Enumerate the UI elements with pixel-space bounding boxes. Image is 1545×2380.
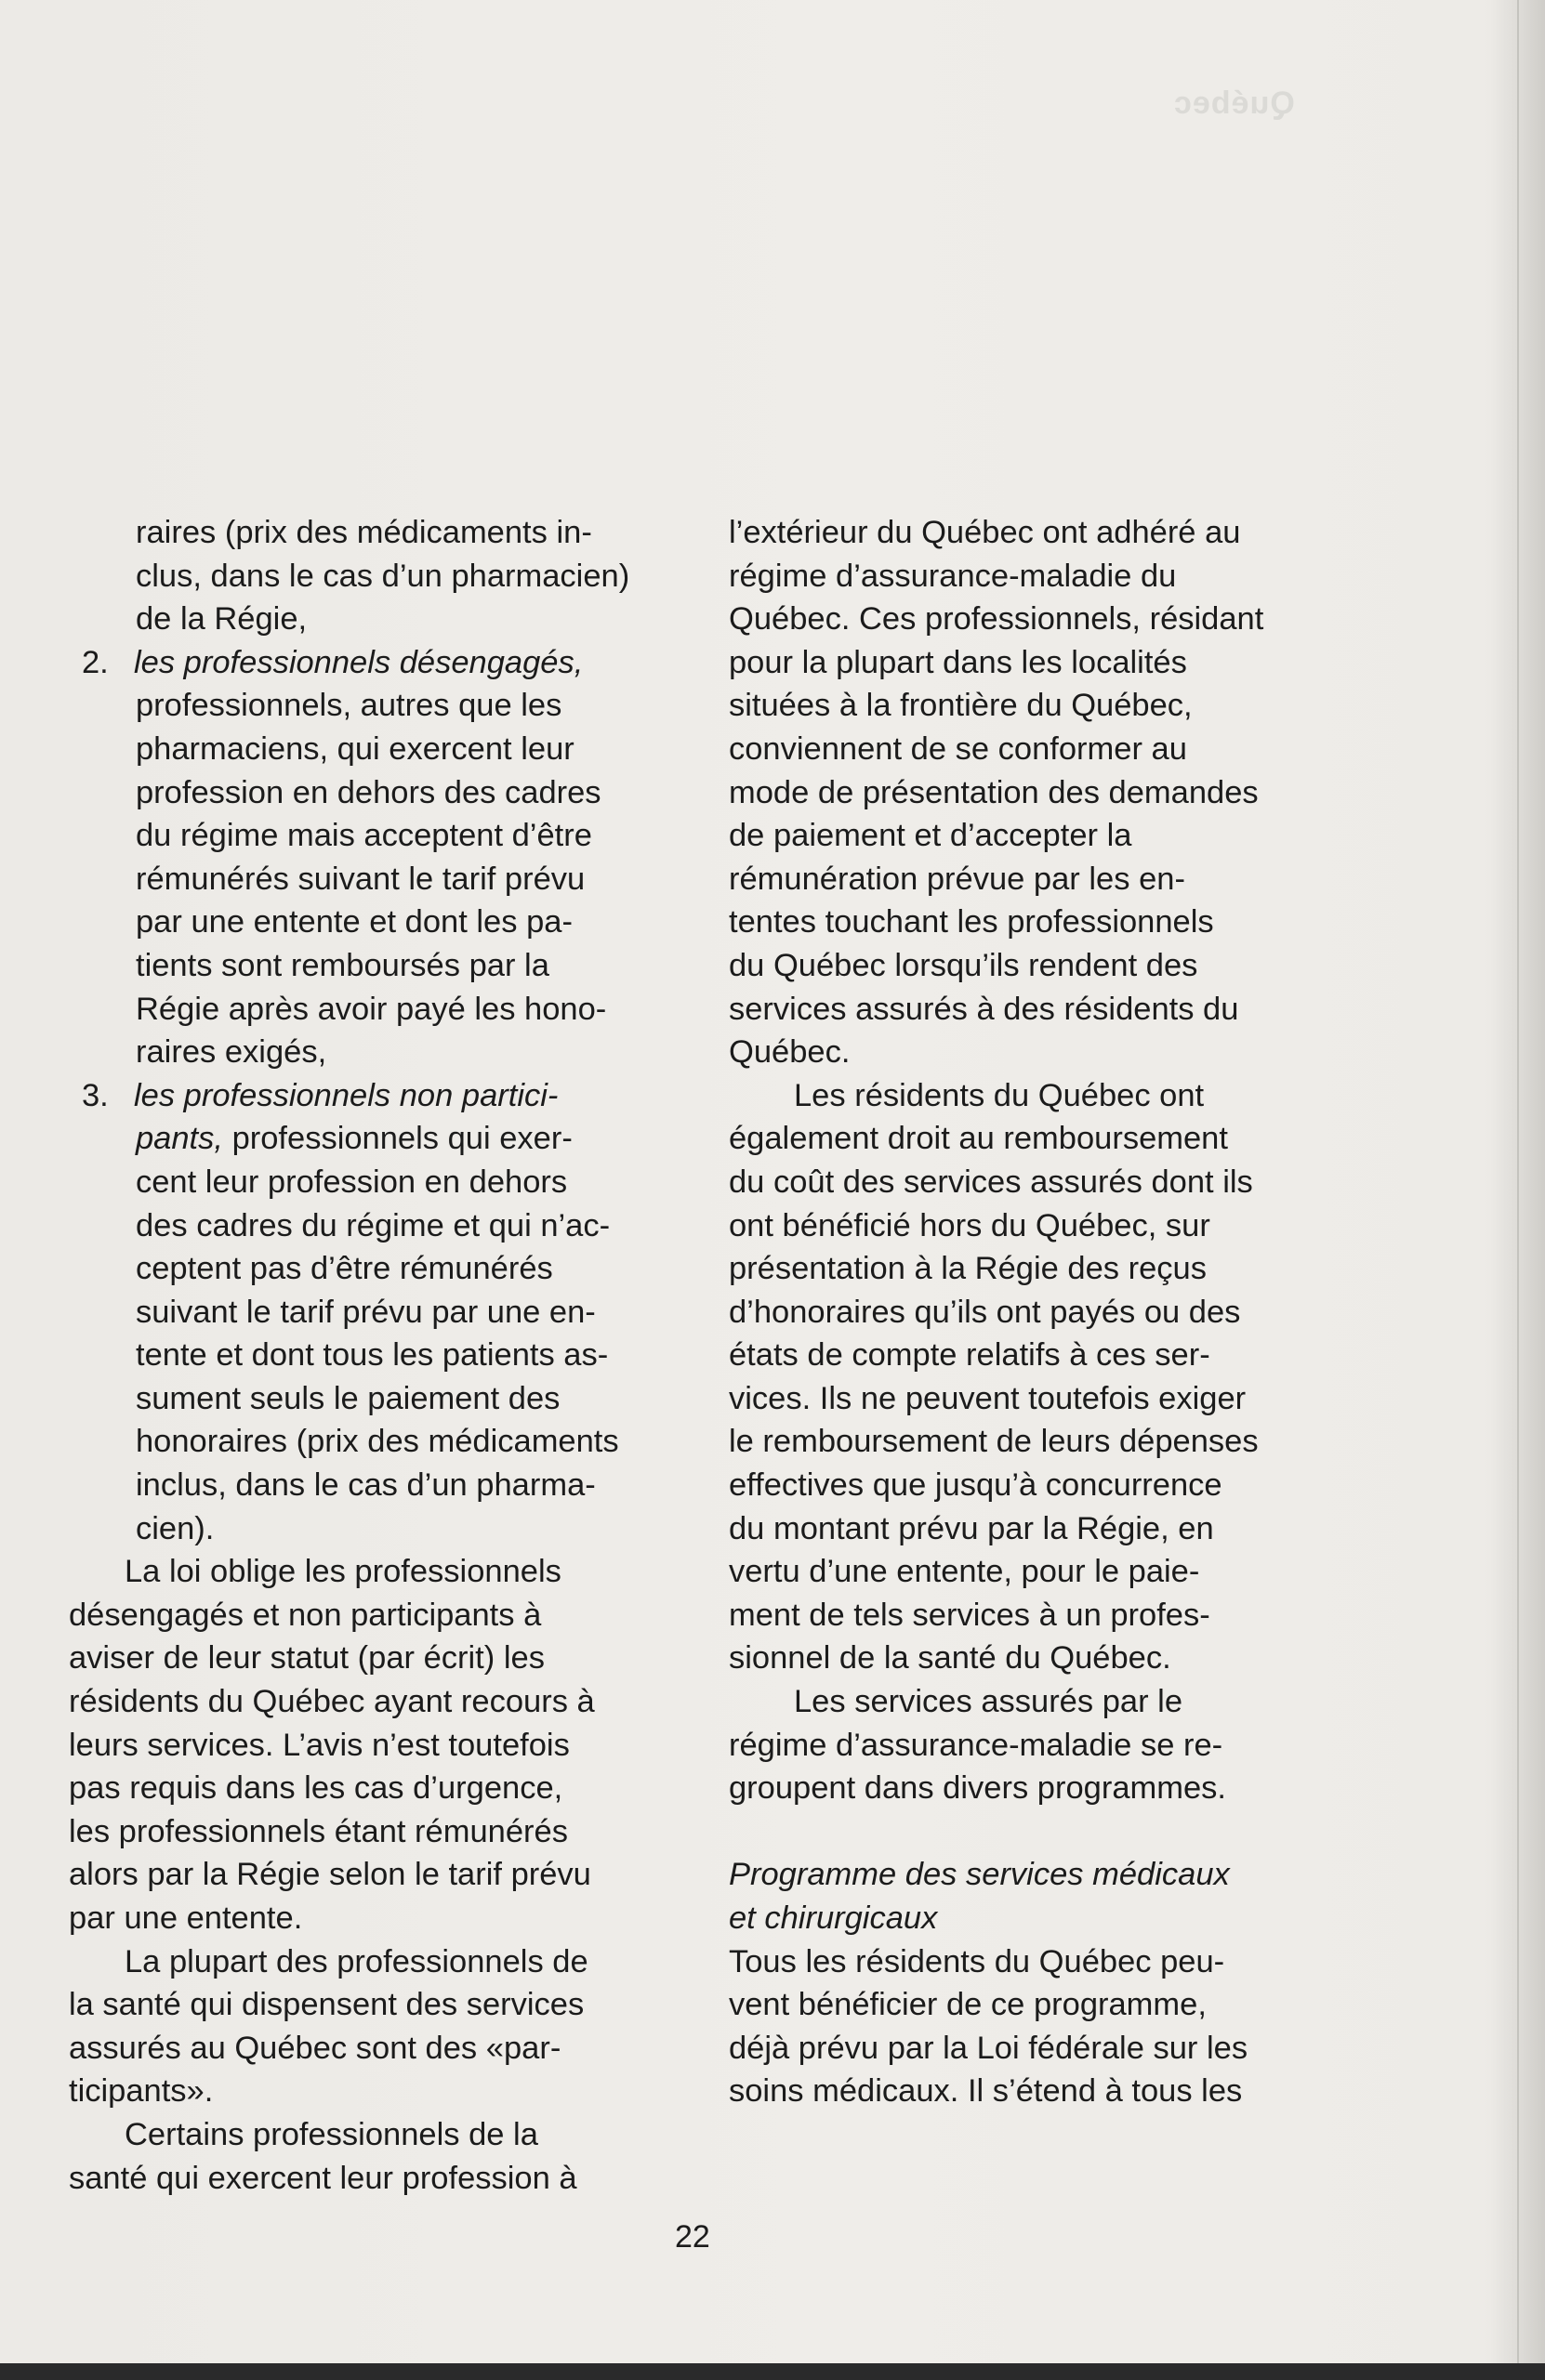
list-item-3 [69,1074,710,1551]
paragraph-residents [729,1074,1380,1680]
text-line: pharmaciens, qui exercent leur [136,730,574,767]
text-line: tente et dont tous les patients as- [136,1337,609,1374]
page-edge-line [1517,0,1519,2380]
text-line: d’honoraires qu’ils ont payés ou des [729,1294,1241,1330]
text-line: situées à la frontière du Québec, [729,688,1193,724]
text-line: régime d’assurance-maladie du [729,558,1177,594]
text-line: Les résidents du Québec ont [794,1077,1205,1113]
text-fragment: professionnels qui exer- [222,1121,573,1157]
text-line: de la Régie, [136,601,308,638]
text-line: du régime mais acceptent d’être [136,818,592,854]
text-line: groupent dans divers programmes. [729,1770,1227,1807]
text-line: des cadres du régime et qui n’ac- [136,1207,611,1243]
text-line: cent leur profession en dehors [136,1164,568,1200]
text-line: rémunérés suivant le tarif prévu [136,861,586,897]
text-line: effectives que jusqu’à concurrence [729,1467,1222,1504]
text-line: alors par la Régie selon le tarif prévu [69,1857,591,1893]
text-line: soins médicaux. Il s’étend à tous les [729,2073,1243,2110]
text-line: vices. Ils ne peuvent toutefois exiger [729,1380,1247,1416]
text-line: sument seuls le paiement des [136,1380,561,1416]
defined-term: les professionnels désengagés, [134,644,584,680]
text-line: pas requis dans les cas d’urgence, [69,1770,563,1807]
text-line: aviser de leur statut (par écrit) les [69,1640,545,1677]
text-line: suivant le tarif prévu par une en- [136,1294,596,1330]
text-line: rémunération prévue par les en- [729,861,1185,897]
text-line: par une entente. [69,1900,303,1936]
list-item-2-first-line [69,641,710,685]
text-line: mode de présentation des demandes [729,774,1259,810]
paragraph-exterieur [729,511,1380,1074]
text-line: professionnels, autres que les [136,688,562,724]
heading-line: et chirurgicaux [729,1900,938,1936]
list-item-1-continuation [69,511,710,641]
left-column [69,511,710,2200]
text-line: les professionnels étant rémunérés [69,1813,568,1849]
text-line: pour la plupart dans les localités [729,644,1187,680]
list-number: 2. [82,644,109,680]
text-line: Tous les résidents du Québec peu- [729,1943,1225,1979]
text-line: ont bénéficié hors du Québec, sur [729,1207,1210,1243]
text-line: vertu d’une entente, pour le paie- [729,1554,1200,1590]
text-line: du Québec lorsqu’ils rendent des [729,947,1198,983]
text-line: résidents du Québec ayant recours à [69,1684,595,1720]
text-line: désengagés et non participants à [69,1597,542,1633]
bleed-through-header: Québec [1173,85,1295,121]
page-number: 22 [675,2219,710,2255]
text-line: Régie après avoir payé les hono- [136,991,607,1027]
text-line: la santé qui dispensent des services [69,1987,585,2023]
text-line: Les services assurés par le [794,1684,1183,1720]
text-line: santé qui exercent leur profession à [69,2160,577,2196]
paragraph-programme [729,1940,1380,2113]
text-line: honoraires (prix des médicaments [136,1424,619,1460]
text-line: assurés au Québec sont des «par- [69,2030,561,2066]
list-item-3-second-line [69,1117,710,1161]
heading-line: Programme des services médicaux [729,1857,1230,1893]
text-line: services assurés à des résidents du [729,991,1239,1027]
paragraph-loi [69,1550,710,1940]
text-line: ceptent pas d’être rémunérés [136,1251,553,1287]
text-line: Québec. [729,1034,851,1071]
text-line: inclus, dans le cas d’un pharma- [136,1467,596,1504]
text-line: du montant prévu par la Régie, en [729,1510,1214,1546]
text-line: tentes touchant les professionnels [729,904,1214,940]
text-line: déjà prévu par la Loi fédérale sur les [729,2030,1248,2066]
list-item-2 [69,641,710,1074]
text-line: raires exigés, [136,1034,327,1071]
text-line: l’extérieur du Québec ont adhéré au [729,515,1241,550]
text-line: régime d’assurance-maladie se re- [729,1727,1223,1763]
list-item-3-first-line [69,1074,710,1118]
text-line: clus, dans le cas d’un pharmacien) [136,558,630,594]
list-number: 3. [82,1077,109,1113]
text-line: Québec. Ces professionnels, résidant [729,601,1264,638]
text-line: tients sont remboursés par la [136,947,549,983]
text-line: de paiement et d’accepter la [729,818,1132,854]
section-spacer [729,1810,1380,1854]
text-line: ticipants». [69,2073,214,2110]
paragraph-services [729,1680,1380,1810]
right-column [729,511,1380,2113]
text-line: le remboursement de leurs dépenses [729,1424,1259,1460]
text-line: états de compte relatifs à ces ser- [729,1337,1210,1374]
text-line: présentation à la Régie des reçus [729,1251,1207,1287]
text-line: par une entente et dont les pa- [136,904,573,940]
text-line: cien). [136,1510,215,1546]
text-line: Certains professionnels de la [125,2116,538,2152]
text-line: profession en dehors des cadres [136,774,601,810]
defined-term-end: pants, [136,1121,223,1157]
text-line: ment de tels services à un profes- [729,1597,1210,1633]
text-line: La loi oblige les professionnels [125,1554,561,1590]
text-line: raires (prix des médicaments in- [136,515,592,550]
text-line: vent bénéficier de ce programme, [729,1987,1207,2023]
scan-bottom-edge [0,2363,1545,2380]
defined-term: les professionnels non partici- [134,1077,559,1113]
text-line: conviennent de se conformer au [729,730,1187,767]
text-line: leurs services. L’avis n’est toutefois [69,1727,570,1763]
paragraph-plupart [69,1940,710,2113]
paragraph-certains [69,2113,710,2200]
text-line: La plupart des professionnels de [125,1943,588,1979]
text-line: sionnel de la santé du Québec. [729,1640,1171,1677]
section-heading [729,1853,1380,1940]
text-line: également droit au remboursement [729,1121,1228,1157]
text-line: du coût des services assurés dont ils [729,1164,1253,1200]
